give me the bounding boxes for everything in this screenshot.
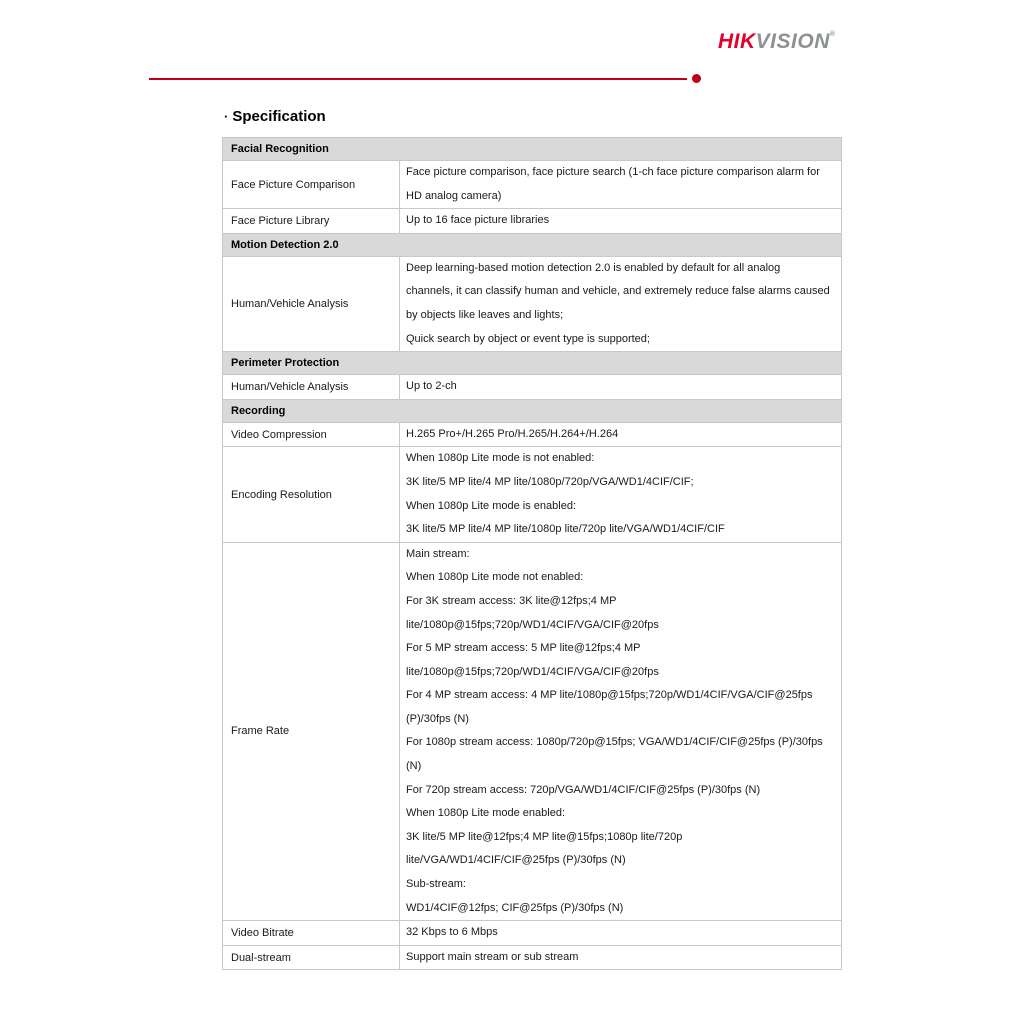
spec-value-line: Up to 16 face picture libraries [406,214,550,227]
table-row [223,257,841,352]
spec-value-cell [400,946,841,970]
page-title [224,108,326,125]
spec-label-text: Face Picture Comparison [231,178,356,191]
spec-label-text: Video Bitrate [231,927,294,940]
specification-table [222,137,842,970]
spec-value-line: channels, it can classify human and vehicle, and extremely reduce false alarms caused [406,285,830,298]
spec-value-line: For 5 MP stream access: 5 MP lite@12fps;4 MP [406,642,641,655]
spec-label-cell [223,447,400,541]
hikvision-logo [718,30,836,54]
spec-label-cell [223,946,400,970]
spec-value-line: lite/1080p@15fps;720p/WD1/4CIF/VGA/CIF@20fps [406,665,659,678]
spec-value-line: HD analog camera) [406,189,502,202]
spec-label-cell [223,375,400,399]
spec-value-line: WD1/4CIF@12fps; CIF@25fps (P)/30fps (N) [406,901,624,914]
spec-value-line: lite/VGA/WD1/4CIF/CIF@25fps (P)/30fps (N) [406,854,626,867]
spec-label-text: Video Compression [231,428,327,441]
table-row [223,543,841,922]
spec-value-line: Sub-stream: [406,878,466,891]
table-row [223,921,841,946]
spec-value-line: Main stream: [406,547,470,560]
spec-value-line: Support main stream or sub stream [406,950,579,963]
spec-label-cell [223,257,400,351]
spec-value-cell [400,921,841,945]
logo-vision-text: VISION [755,30,830,53]
spec-value-line: When 1080p Lite mode not enabled: [406,571,584,584]
section-header-label: Recording [231,404,286,417]
section-header-label: Motion Detection 2.0 [231,238,339,251]
table-section-header [223,400,841,423]
spec-label-text: Frame Rate [231,725,290,738]
spec-value-line: Up to 2-ch [406,380,457,393]
spec-label-cell [223,423,400,447]
spec-value-cell [400,161,841,208]
spec-value-cell [400,423,841,447]
spec-value-line: 3K lite/5 MP lite@12fps;4 MP lite@15fps;1080p lite/720p [406,830,683,843]
spec-value-cell [400,209,841,233]
spec-value-cell [400,257,841,351]
spec-value-line: 3K lite/5 MP lite/4 MP lite/1080p/720p/VGA/WD1/4CIF/CIF; [406,475,694,488]
spec-value-line: When 1080p Lite mode is not enabled: [406,452,595,465]
spec-label-text: Face Picture Library [231,214,330,227]
header-rule [149,78,687,80]
table-row [223,161,841,209]
spec-value-line: For 1080p stream access: 1080p/720p@15fps; VGA/WD1/4CIF/CIF@25fps (P)/30fps [406,736,823,749]
spec-value-line: Deep learning-based motion detection 2.0 is enabled by default for all analog [406,261,781,274]
section-header-label: Facial Recognition [231,143,329,155]
spec-value-line: by objects like leaves and lights; [406,308,564,321]
spec-value-line: For 3K stream access: 3K lite@12fps;4 MP [406,594,617,607]
spec-label-text: Human/Vehicle Analysis [231,380,349,393]
table-section-header [223,138,841,161]
title-bullet-icon: · [224,109,229,124]
header-rule-dot-icon [692,74,701,83]
spec-value-line: When 1080p Lite mode is enabled: [406,499,577,512]
logo-hik-text: HIK [718,30,756,53]
table-row [223,423,841,448]
spec-value-cell [400,543,841,921]
spec-value-line: Face picture comparison, face picture search (1-ch face picture comparison alarm for [406,166,820,178]
spec-value-line: (N) [406,760,422,773]
table-section-header [223,234,841,257]
table-row [223,375,841,400]
page-title-text: Specification [232,108,326,125]
spec-label-text: Human/Vehicle Analysis [231,297,349,310]
spec-label-cell [223,209,400,233]
spec-value-line: (P)/30fps (N) [406,712,469,725]
spec-value-line: For 4 MP stream access: 4 MP lite/1080p@15fps;720p/WD1/4CIF/VGA/CIF@25fps [406,689,813,702]
spec-label-text: Encoding Resolution [231,488,332,501]
spec-value-line: Quick search by object or event type is supported; [406,332,650,345]
table-row [223,447,841,542]
spec-value-line: lite/1080p@15fps;720p/WD1/4CIF/VGA/CIF@20fps [406,618,659,631]
spec-value-cell [400,447,841,541]
spec-value-line: 32 Kbps to 6 Mbps [406,926,498,939]
table-row [223,209,841,234]
spec-label-text: Dual-stream [231,951,291,964]
spec-label-cell [223,161,400,208]
spec-label-cell [223,543,400,921]
spec-value-line: 3K lite/5 MP lite/4 MP lite/1080p lite/720p lite/VGA/WD1/4CIF/CIF [406,523,725,536]
registered-trademark-icon: ® [829,31,836,38]
spec-value-line: For 720p stream access: 720p/VGA/WD1/4CIF/CIF@25fps (P)/30fps (N) [406,783,761,796]
spec-value-line: When 1080p Lite mode enabled: [406,807,566,820]
spec-value-cell [400,375,841,399]
table-section-header [223,352,841,375]
spec-value-line: H.265 Pro+/H.265 Pro/H.265/H.264+/H.264 [406,427,619,440]
table-row [223,946,841,971]
section-header-label: Perimeter Protection [231,357,340,370]
spec-label-cell [223,921,400,945]
